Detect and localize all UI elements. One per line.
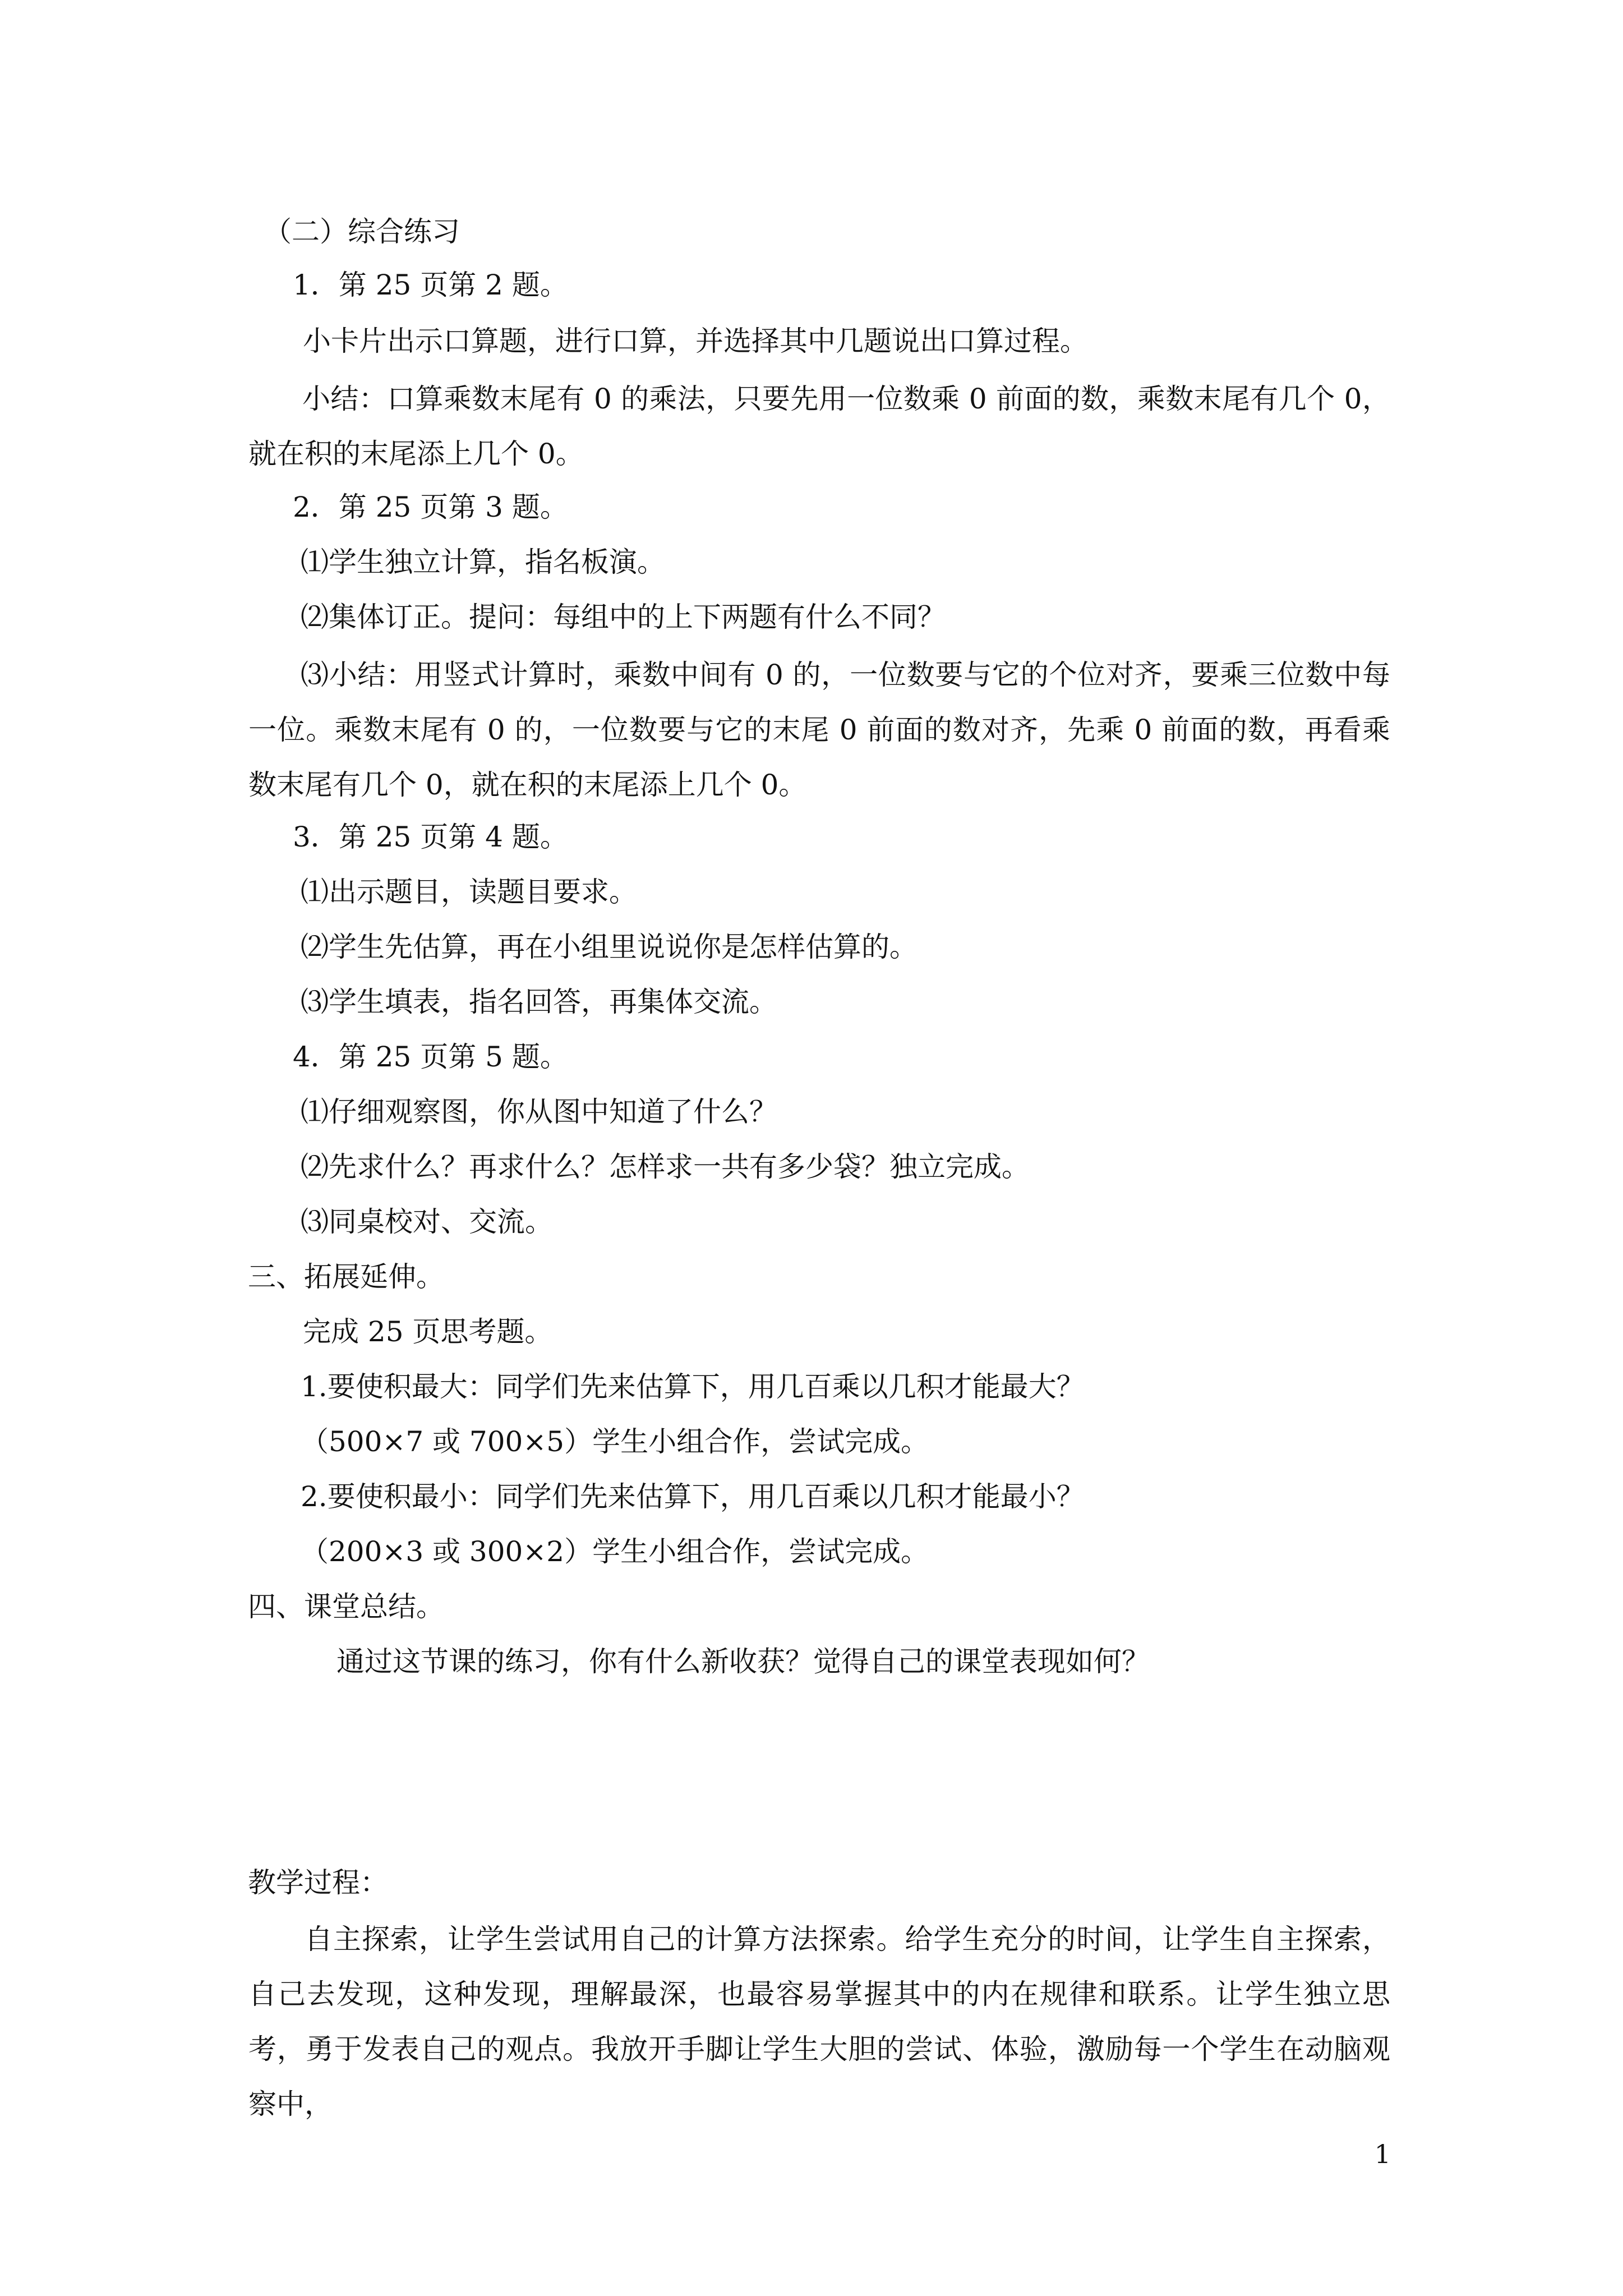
class-summary-question: 通过这节课的练习，你有什么新收获？觉得自己的课堂表现如何？: [336, 1645, 1150, 1678]
exercise-2-step-2: ⑵集体订正。提问：每组中的上下两题有什么不同？: [301, 601, 946, 633]
exercise-3-step-3: ⑶学生填表，指名回答，再集体交流。: [301, 986, 777, 1018]
exercise-2-step-1: ⑴学生独立计算，指名板演。: [301, 546, 665, 578]
exercise-4-heading: 4．第 25 页第 5 题。: [293, 1041, 568, 1073]
extension-item-2: 2.要使积最小：同学们先来估算下，用几百乘以几积才能最小？: [301, 1480, 1085, 1513]
page-number: 1: [1374, 2139, 1391, 2169]
exercise-4-step-2: ⑵先求什么？再求什么？怎样求一共有多少袋？独立完成。: [301, 1151, 1030, 1183]
teaching-process-paragraph: 自主探索，让学生尝试用自己的计算方法探索。给学生充分的时间，让学生自主探索，自己去发现，这种发现，理解最深，也最容易掌握其中的内在规律和联系。让学生独立思考，勇于发表自己的观点。我放开手脚让学生大胆的尝试、体验，激励每一个学生在动脑观察中，: [248, 1923, 1390, 2120]
extension-item-2-answer: （200×3 或 300×2）学生小组合作，尝试完成。: [301, 1535, 929, 1568]
exercise-1-summary: 小结：口算乘数末尾有 0 的乘法，只要先用一位数乘 0 前面的数，乘数末尾有几个 0，就在积的末尾添上几个 0。: [248, 383, 1390, 470]
section-heading-summary: 四、课堂总结。: [248, 1590, 444, 1623]
exercise-3-step-1: ⑴出示题目，读题目要求。: [301, 876, 637, 908]
section-heading-extension: 三、拓展延伸。: [248, 1260, 444, 1293]
exercise-2-summary: ⑶小结：用竖式计算时，乘数中间有 0 的，一位数要与它的个位对齐，要乘三位数中每一位。乘数末尾有 0 的，一位数要与它的末尾 0 前面的数对齐，先乘 0 前面的数，再看乘数末尾有几个 0，就在积的末尾添上几个 0。: [248, 659, 1390, 801]
exercise-2-heading: 2．第 25 页第 3 题。: [293, 491, 568, 523]
exercise-3-heading: 3．第 25 页第 4 题。: [293, 821, 568, 853]
section-heading-comprehensive-practice: （二）综合练习: [264, 215, 460, 248]
exercise-3-step-2: ⑵学生先估算，再在小组里说说你是怎样估算的。: [301, 931, 917, 963]
exercise-1-text: 小卡片出示口算题，进行口算，并选择其中几题说出口算过程。: [303, 325, 1088, 357]
teaching-process-heading: 教学过程：: [248, 1866, 388, 1899]
extension-intro: 完成 25 页思考题。: [303, 1315, 553, 1348]
extension-item-1: 1.要使积最大：同学们先来估算下，用几百乘以几积才能最大？: [301, 1370, 1085, 1403]
extension-item-1-answer: （500×7 或 700×5）学生小组合作，尝试完成。: [301, 1425, 929, 1458]
exercise-4-step-1: ⑴仔细观察图，你从图中知道了什么？: [301, 1096, 777, 1128]
exercise-1-heading: 1．第 25 页第 2 题。: [293, 269, 568, 301]
exercise-4-step-3: ⑶同桌校对、交流。: [301, 1205, 553, 1238]
